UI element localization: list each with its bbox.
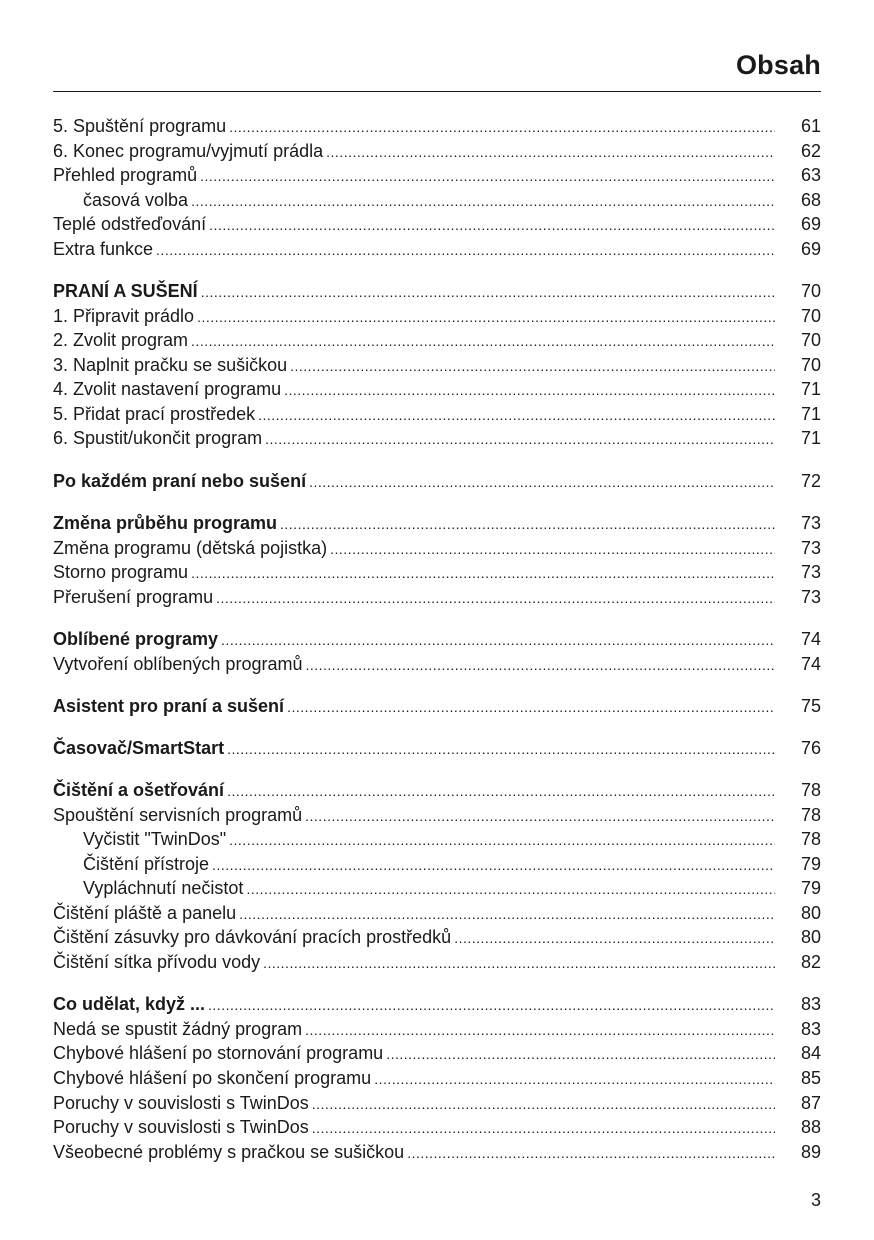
toc-entry-title: Čištění a ošetřování (53, 780, 225, 800)
toc-entry[interactable] (53, 1017, 821, 1041)
toc-entry-title: Po každém praní nebo sušení (53, 471, 307, 491)
toc-entry-page: 69 (800, 214, 821, 234)
toc-entry[interactable] (53, 1115, 821, 1139)
toc-leader-dots (216, 586, 775, 610)
toc-entry-title: 5. Spuštění programu (53, 116, 227, 136)
toc-entry-page: 87 (800, 1093, 821, 1113)
toc-leader-dots (208, 993, 775, 1017)
toc-leader-dots (309, 470, 775, 494)
page-title: Obsah (735, 50, 821, 80)
toc-entry-page: 78 (800, 829, 821, 849)
toc-entry-title: Přehled programů (53, 165, 198, 185)
toc-entry-page: 78 (800, 805, 821, 825)
toc-entry-page: 80 (800, 903, 821, 923)
toc-entry-title: Změna průběhu programu (53, 513, 278, 533)
toc-leader-dots (312, 1116, 775, 1140)
toc-leader-dots (280, 512, 775, 536)
toc-entry-page: 76 (800, 738, 821, 758)
toc-entry-page: 71 (800, 379, 821, 399)
toc-entry-title: Přerušení programu (53, 587, 214, 607)
toc-entry-page: 61 (800, 116, 821, 136)
toc-entry-page: 71 (800, 404, 821, 424)
toc-entry-title: 6. Spustit/ukončit program (53, 428, 263, 448)
toc-leader-dots (454, 926, 775, 950)
toc-entry-page: 82 (800, 952, 821, 972)
toc-entry-page: 83 (800, 994, 821, 1014)
toc-entry-page: 83 (800, 1019, 821, 1039)
toc-entry-page: 88 (800, 1117, 821, 1137)
toc-entry-title: Poruchy v souvislosti s TwinDos (53, 1093, 309, 1113)
toc-leader-dots (330, 537, 775, 561)
toc-leader-dots (305, 804, 775, 828)
toc-entry-page: 79 (800, 854, 821, 874)
toc-entry[interactable] (53, 627, 821, 651)
toc-leader-dots (229, 115, 775, 139)
toc-entry[interactable] (53, 188, 821, 212)
page-number: 3 (810, 1190, 821, 1210)
toc-leader-dots (326, 140, 775, 164)
toc-entry-title: Co udělat, když ... (53, 994, 206, 1014)
toc-entry[interactable] (53, 139, 821, 163)
toc-entry-page: 89 (800, 1142, 821, 1162)
toc-entry-title: 6. Konec programu/vyjmutí prádla (53, 141, 324, 161)
toc-entry-title: Vyčistit "TwinDos" (83, 829, 227, 849)
toc-entry-title: Čištění sítka přívodu vody (53, 952, 261, 972)
toc-entry-title: Teplé odstřeďování (53, 214, 207, 234)
toc-entry-page: 70 (800, 355, 821, 375)
toc-leader-dots (200, 164, 775, 188)
toc-entry-title: PRANÍ A SUŠENÍ (53, 281, 198, 301)
header-divider (53, 91, 821, 92)
toc-entry[interactable] (53, 992, 821, 1016)
toc-entry-page: 73 (800, 562, 821, 582)
toc-entry[interactable] (53, 377, 821, 401)
toc-leader-dots (305, 1018, 775, 1042)
toc-entry[interactable] (53, 1140, 821, 1164)
toc-entry-page: 71 (800, 428, 821, 448)
toc-entry-title: Asistent pro praní a sušení (53, 696, 285, 716)
toc-entry-title: 3. Naplnit pračku se sušičkou (53, 355, 288, 375)
toc-entry[interactable] (53, 778, 821, 802)
toc-entry-page: 70 (800, 330, 821, 350)
toc-entry-title: časová volba (83, 190, 189, 210)
toc-entry-page: 70 (800, 281, 821, 301)
toc-entry-title: 5. Přidat prací prostředek (53, 404, 256, 424)
toc-entry[interactable] (53, 1091, 821, 1115)
toc-leader-dots (227, 737, 775, 761)
toc-entry[interactable] (53, 114, 821, 138)
toc-entry[interactable] (53, 328, 821, 352)
toc-leader-dots (284, 378, 775, 402)
toc-entry-page: 73 (800, 538, 821, 558)
toc-leader-dots (407, 1141, 775, 1165)
toc-entry-page: 78 (800, 780, 821, 800)
toc-entry-title: Čištění přístroje (83, 854, 210, 874)
toc-entry-page: 75 (800, 696, 821, 716)
toc-leader-dots (265, 427, 775, 451)
toc-entry-title: Chybové hlášení po stornování programu (53, 1043, 384, 1063)
toc-entry-page: 79 (800, 878, 821, 898)
toc-entry-page: 73 (800, 587, 821, 607)
toc-entry[interactable] (53, 901, 821, 925)
toc-entry-page: 84 (800, 1043, 821, 1063)
toc-leader-dots (305, 653, 775, 677)
toc-leader-dots (287, 695, 775, 719)
toc-leader-dots (258, 403, 775, 427)
toc-entry[interactable] (53, 736, 821, 760)
toc-entry-page: 73 (800, 513, 821, 533)
toc-entry-title: Nedá se spustit žádný program (53, 1019, 303, 1039)
toc-entry-page: 63 (800, 165, 821, 185)
toc-entry[interactable] (53, 560, 821, 584)
toc-leader-dots (374, 1067, 775, 1091)
toc-entry-page: 80 (800, 927, 821, 947)
toc-leader-dots (209, 213, 775, 237)
toc-leader-dots (156, 238, 775, 262)
toc-entry[interactable] (53, 925, 821, 949)
toc-entry-page: 72 (800, 471, 821, 491)
toc-leader-dots (263, 951, 775, 975)
toc-entry-title: Vypláchnutí nečistot (83, 878, 244, 898)
toc-entry-page: 70 (800, 306, 821, 326)
toc-entry[interactable] (53, 163, 821, 187)
toc-entry[interactable] (53, 304, 821, 328)
toc-entry-title: Změna programu (dětská pojistka) (53, 538, 328, 558)
toc-entry-title: Vytvoření oblíbených programů (53, 654, 303, 674)
toc-entry[interactable] (53, 426, 821, 450)
toc-entry-title: 1. Připravit prádlo (53, 306, 195, 326)
toc-entry[interactable] (53, 803, 821, 827)
toc-entry-title: Extra funkce (53, 239, 154, 259)
toc-entry-title: 2. Zvolit program (53, 330, 189, 350)
toc-entry[interactable] (53, 511, 821, 535)
toc-entry-title: Čištění zásuvky pro dávkování pracích prostředků (53, 927, 452, 947)
toc-entry[interactable] (53, 1041, 821, 1065)
toc-entry[interactable] (53, 585, 821, 609)
toc-entry-title: Chybové hlášení po skončení programu (53, 1068, 372, 1088)
toc-entry-title: Časovač/SmartStart (53, 738, 225, 758)
toc-leader-dots (191, 561, 775, 585)
toc-entry-title: Spouštění servisních programů (53, 805, 303, 825)
toc-leader-dots (191, 189, 775, 213)
toc-leader-dots (246, 877, 775, 901)
toc-leader-dots (221, 628, 775, 652)
toc-leader-dots (386, 1042, 775, 1066)
toc-entry-title: Poruchy v souvislosti s TwinDos (53, 1117, 309, 1137)
toc-entry[interactable] (53, 353, 821, 377)
toc-entry-page: 68 (800, 190, 821, 210)
toc-entry[interactable] (53, 876, 821, 900)
toc-entry-page: 85 (800, 1068, 821, 1088)
toc-entry[interactable] (53, 950, 821, 974)
toc-entry[interactable] (53, 536, 821, 560)
toc-leader-dots (197, 305, 775, 329)
toc-entry[interactable] (53, 469, 821, 493)
toc-entry[interactable] (53, 279, 821, 303)
toc-leader-dots (212, 853, 775, 877)
toc-entry[interactable] (53, 212, 821, 236)
toc-entry-title: Čištění pláště a panelu (53, 903, 237, 923)
toc-leader-dots (239, 902, 775, 926)
toc-entry-page: 74 (800, 629, 821, 649)
toc-entry-title: Všeobecné problémy s pračkou se sušičkou (53, 1142, 405, 1162)
toc-leader-dots (290, 354, 775, 378)
toc-entry-page: 74 (800, 654, 821, 674)
toc-entry[interactable] (53, 1066, 821, 1090)
toc-leader-dots (227, 779, 775, 803)
toc-leader-dots (229, 828, 775, 852)
toc-entry-title: 4. Zvolit nastavení programu (53, 379, 282, 399)
toc-leader-dots (201, 280, 775, 304)
toc-entry-title: Storno programu (53, 562, 189, 582)
toc-entry[interactable] (53, 827, 821, 851)
toc-leader-dots (191, 329, 775, 353)
toc-entry[interactable] (53, 652, 821, 676)
toc-entry-page: 69 (800, 239, 821, 259)
toc-entry[interactable] (53, 402, 821, 426)
toc-leader-dots (312, 1092, 775, 1116)
toc-entry-page: 62 (800, 141, 821, 161)
toc-entry[interactable] (53, 694, 821, 718)
toc-entry[interactable] (53, 237, 821, 261)
toc-entry[interactable] (53, 852, 821, 876)
toc-entry-title: Oblíbené programy (53, 629, 219, 649)
